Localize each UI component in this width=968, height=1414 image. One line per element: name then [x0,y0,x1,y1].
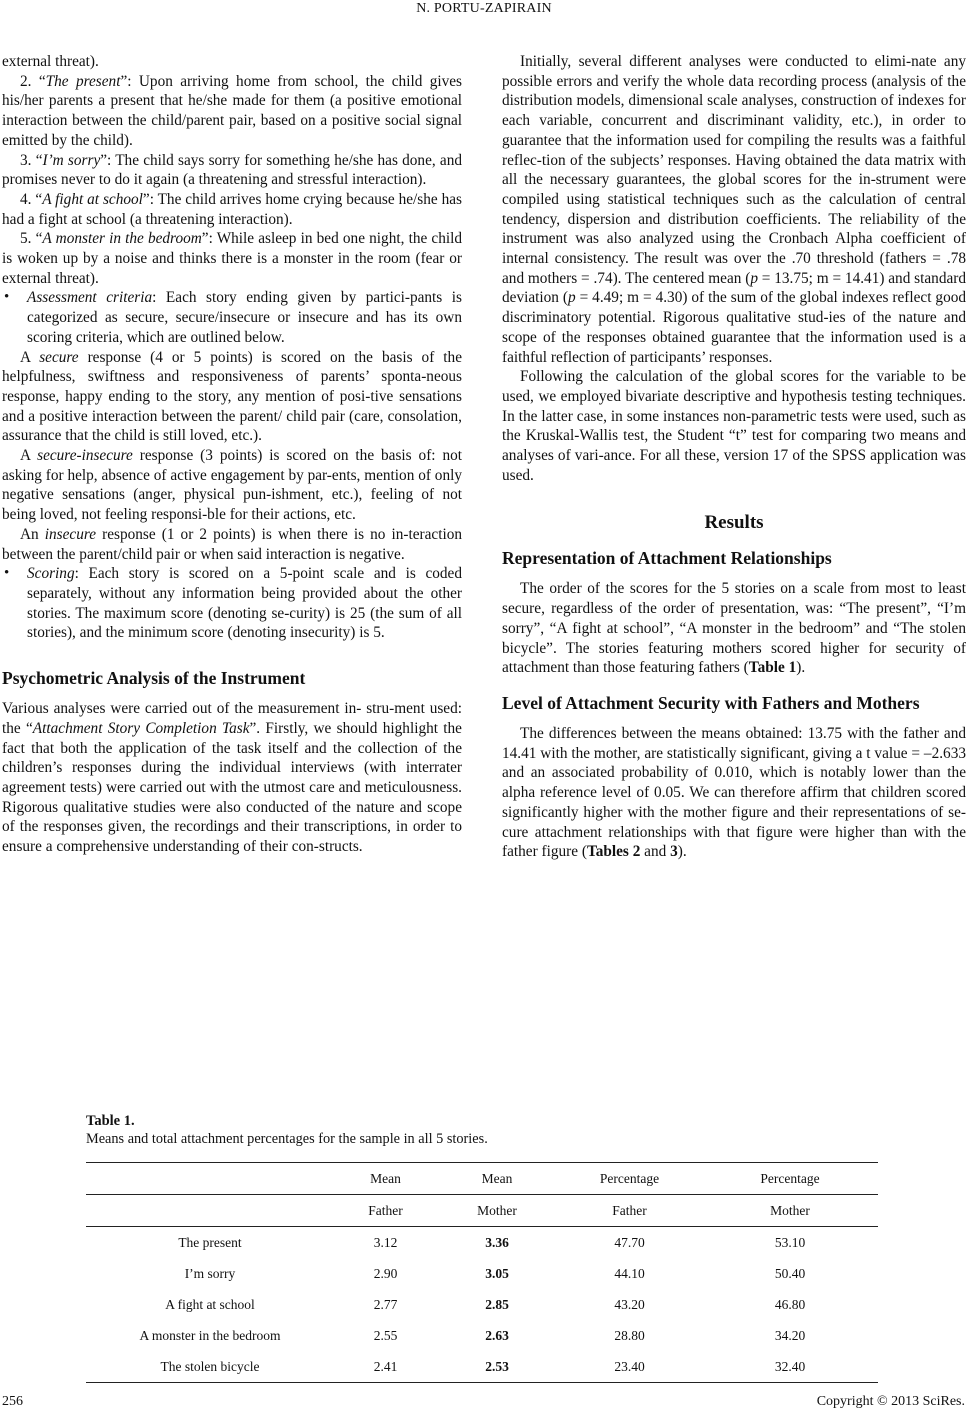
table-cell: 34.20 [774,1327,806,1343]
table-reference[interactable]: Table 1 [748,659,797,677]
table-header-cell: Father [557,1195,702,1227]
story-item-sorry: 3. “I’m sorry”: The child says sorry for something he/she has done, and promises never to do it again (a threatening and stressful interaction). [2,151,462,189]
table-row-label: A fight at school [165,1296,255,1312]
table-cell: 2.85 [485,1296,509,1312]
table-cell: 28.80 [614,1327,645,1343]
subsection-heading-level: Level of Attachment Security with Fathers and Mothers [502,692,920,713]
table-row-label: A monster in the bedroom [139,1327,281,1343]
table-cell: 2.77 [373,1296,398,1312]
section-heading-results: Results [704,512,764,534]
table-cell: 23.40 [557,1351,702,1383]
table-cell: 2.53 [437,1351,557,1383]
paragraph-secure-insecure: A secure-insecure response (3 points) is scored on the basis of: not asking for help, absence of active engagement by par-ents, mention of only negative sensations (anger, physical pun-ishment, etc.), feeling of not being loved, not feeling responsi-ble for their actions, etc. [2,447,462,524]
table-row [86,1258,878,1289]
table-header-cell: Mean [334,1163,437,1195]
table-header-cell [86,1195,334,1227]
paragraph-representation: The order of the scores for the 5 stories on a scale from most to least secure, regardless of the order of presentation, was: “The present”, “I’m sorry”, “A fight at school”, “A monster in the bedroom” and “The stolen bicycle”. The stories featuring mothers scored higher for security of attachment than those featuring fathers (Table 1). [502,580,966,677]
paragraph-initial-analyses: Initially, several different analyses were conducted to elimi-nate any possible errors and verify the whole data recording process (analysis of the distribution models, dimensional scale analyses, construction of indexes for each variable, concurrent and discriminant validity, etc.), in order to guarantee that the information used for compiling the results was a faithful reflec-tion of the subjects’ responses. Having obtained the data matrix with all the necessary guarantees, the global scores for the in-strument were compiled using statistical techniques such as the calculation of central tendency, dispersion and distribution coefficients. The reliability of the instrument was also analyzed using the Cronbach Alpha coefficient of internal consistency. The result was over the .70 threshold (fathers = .78 and mothers = .74). The centered mean (p = 13.75; m = 14.41) and standard deviation (p = 4.49; m = 4.30) of the sum of the global indexes reflect good discriminatory potential. Rigorous qualitative stud-ies of the nature and scope of the responses obtained guarantee that the information used is a faithful reflection of participants’ responses. [502,53,967,366]
paragraph-level: The differences between the means obtained: 13.75 with the father and 14.41 with the mother, are statistically significant, giving a t value = –2.633 and an associated probability of 0.010, which is notably lower than the alpha reference level of 0.05. We can therefore affirm that children scored significantly higher with the mother figure and their representations of se-cure attachment relationships with that figure were higher than with the father figure (Tables 2 and 3). [502,724,966,861]
table-cell: 43.20 [614,1296,645,1312]
table-row [86,1351,878,1383]
paragraph-secure: A secure response (4 or 5 points) is scored on the basis of the helpfulness, swiftness and responsiveness of parents’ sponta-neous response, happy ending to the story, any mention of posi-tive sensations and a positive interaction between the parent/ child pair (care, consolation, assurance that the child is still loved, etc.). [2,348,462,445]
table-header-row [86,1163,878,1195]
story-item-monster: 5. “A monster in the bedroom”: While asleep in bed one night, the child is woken up by a noise and thinks there is a monster in the room (fear or external threat). [2,230,462,287]
table-cell: 2.90 [373,1265,398,1281]
data-table [86,1162,878,1383]
table-header-cell [86,1163,334,1195]
table-header-row [86,1195,878,1227]
table-cell: 44.10 [614,1265,645,1281]
table-row-label: The stolen bicycle [86,1351,334,1383]
paragraph-psychometric: Various analyses were carried out of the measurement in- stru-ment used: the “Attachment Story Completion Task”. Firstly, we should highlight the fact that both the application of the task itself and the collection of the children’s responses during the individual interviews (with interrater agreement tests) were carried out with the utmost care and meticulousness. Rigorous qualitative studies were also conducted of the nature and scope of the responses given, the recordings and their transcriptions, in order to ensure a comprehensive understanding of their con-structs. [2,700,462,856]
table-cell: 50.40 [774,1265,806,1281]
paragraph: external threat). [2,53,99,70]
table-header-cell: Mother [437,1195,557,1227]
right-column [502,52,966,862]
table-cell: 53.10 [774,1234,806,1250]
table-title: Table 1. [86,1113,135,1129]
table-row [86,1289,878,1320]
table-header-cell: Percentage [702,1163,878,1195]
left-column [2,52,462,857]
table-cell: 2.55 [373,1327,398,1343]
paragraph-statistical-tests: Following the calculation of the global scores for the variable to be used, we employed bivariate descriptive and hypothesis testing techniques. In the latter case, in some instances non-parametric tests were used, such as the Kruskal-Wallis test, the Student “t” test for comparing two means and analyses of vari-ance. For all these, version 17 of the SPSS application was used. [502,368,966,484]
table-header-cell: Mean [437,1163,557,1195]
table-cell: 2.63 [485,1327,509,1343]
table-cell: 2.41 [334,1351,437,1383]
paragraph-insecure: An insecure response (1 or 2 points) is when there is no in-teraction between the parent/child pair or when said interaction is negative. [2,525,462,563]
table-caption: Means and total attachment percentages for the sample in all 5 stories. [86,1131,488,1147]
table-1-block [86,1112,878,1383]
table-cell: 32.40 [702,1351,878,1383]
bullet-assessment-criteria: • Assessment criteria: Each story ending given by partici-pants is categorized as secure, secure/insecure or insecure and has its own scoring criteria, which are outlined below. [2,288,462,347]
subsection-heading-representation: Representation of Attachment Relationships [502,548,832,569]
copyright-notice: Copyright © 2013 SciRes. [816,1394,965,1409]
table-reference[interactable]: 3 [670,843,678,861]
table-cell: 47.70 [614,1234,645,1250]
running-head: N. PORTU-ZAPIRAIN [416,1,552,16]
bullet-scoring: • Scoring: Each story is scored on a 5-point scale and is coded separately, without any information being provided about the other stories. The maximum score (denoting se-curity) is 25 (the sum of all stories), and the minimum score (denoting insecurity) is 5. [2,564,462,643]
story-item-present: 2. “The present”: Upon arriving home from school, the child gives his/her parents a present that he/she made for them (a positive emotional interaction between the child/parent pair, based on a positive social signal emitted by the child). [2,72,463,149]
table-row [86,1227,878,1259]
table-header-cell: Mother [702,1195,878,1227]
section-heading-psychometric: Psychometric Analysis of the Instrument [2,668,306,689]
table-reference[interactable]: Tables 2 [586,843,641,861]
table-header-cell: Percentage [557,1163,702,1195]
table-header-cell: Father [334,1195,437,1227]
page-number: 256 [2,1394,23,1409]
story-item-fight: 4. “A fight at school”: The child arrives home crying because he/she has had a fight at school (a threatening interaction). [2,190,462,228]
table-cell: 3.05 [485,1265,509,1281]
table-row-label: The present [178,1234,242,1250]
table-row-label: I’m sorry [184,1265,236,1281]
table-cell: 3.36 [485,1234,509,1250]
table-row [86,1320,878,1351]
table-cell: 46.80 [774,1296,806,1312]
table-cell: 3.12 [373,1234,398,1250]
